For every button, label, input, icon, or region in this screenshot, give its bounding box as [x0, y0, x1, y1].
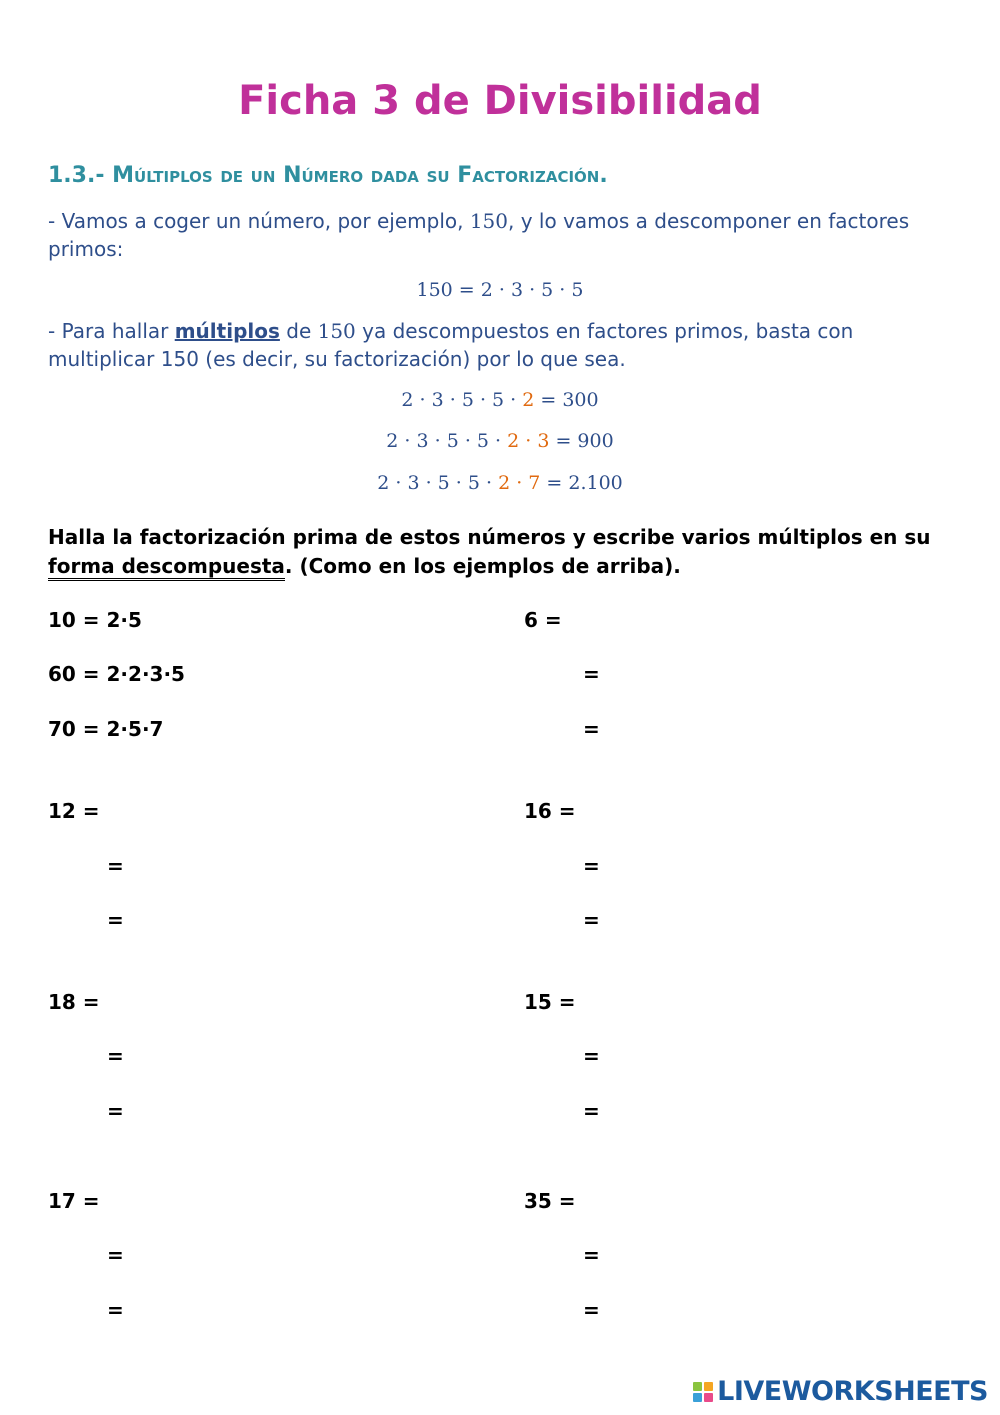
task-instructions — [48, 523, 948, 581]
example-result: = 300 — [534, 389, 599, 411]
exercise-main[interactable]: 35 = — [524, 1189, 576, 1213]
exercise-line[interactable]: = — [583, 908, 600, 932]
example-equation — [0, 430, 1000, 452]
logo-text: LIVEWORKSHEETS — [717, 1376, 988, 1407]
exercise-main[interactable]: 6 = — [524, 608, 562, 632]
section-number: 1.3.- — [48, 163, 113, 188]
exercise-main[interactable]: 16 = — [524, 799, 576, 823]
multiples-number: 150 — [317, 319, 356, 343]
multiples-text-end: ya descompuestos en factores primos, basta con multiplicar 150 (es decir, su factorización) por lo que sea. — [48, 319, 854, 371]
logo-square — [693, 1382, 702, 1391]
exercise-line[interactable]: = — [583, 1298, 600, 1322]
intro-paragraph — [48, 207, 928, 263]
intro-text-end: , y lo vamos a descomponer en factores primos: — [48, 209, 910, 261]
intro-text: - Vamos a coger un número, por ejemplo, — [48, 209, 470, 233]
exercise-line[interactable]: = — [107, 908, 124, 932]
exercise-line[interactable]: = — [583, 1044, 600, 1068]
example-base: 2 · 3 · 5 · 5 · — [377, 472, 499, 494]
exercise-main[interactable]: 12 = — [48, 799, 100, 823]
exercise-line[interactable]: = — [583, 717, 600, 741]
exercise-line[interactable]: = — [583, 1243, 600, 1267]
liveworksheets-logo[interactable] — [693, 1376, 988, 1407]
exercise-line[interactable]: = — [583, 854, 600, 878]
exercise-line[interactable]: = — [107, 1099, 124, 1123]
example-extra: 2 — [522, 389, 535, 411]
exercise-line[interactable]: = — [583, 1099, 600, 1123]
section-heading — [48, 163, 608, 188]
multiples-paragraph — [48, 317, 928, 373]
task-text: Halla la factorización prima de estos números y escribe varios múltiplos en su — [48, 525, 931, 549]
multiples-text-mid: de — [279, 319, 318, 343]
page-title: Ficha 3 de Divisibilidad — [238, 78, 762, 124]
logo-grid-icon — [693, 1382, 713, 1402]
exercise-main[interactable]: 15 = — [524, 990, 576, 1014]
exercise-main[interactable]: 17 = — [48, 1189, 100, 1213]
factorization-equation: 150 = 2 · 3 · 5 · 5 — [416, 279, 584, 301]
exercise-line[interactable]: = — [107, 1243, 124, 1267]
task-underlined: forma descompuesta — [48, 554, 285, 581]
exercise-line[interactable]: = — [583, 662, 600, 686]
exercise-line[interactable]: = — [107, 854, 124, 878]
example-base: 2 · 3 · 5 · 5 · — [401, 389, 523, 411]
exercise-line[interactable]: = — [107, 1298, 124, 1322]
exercise-line[interactable]: 70 = 2·5·7 — [48, 717, 164, 741]
example-equation — [0, 472, 1000, 494]
example-result: = 2.100 — [540, 472, 623, 494]
example-result: = 900 — [549, 430, 614, 452]
logo-square — [704, 1393, 713, 1402]
exercise-line[interactable]: = — [107, 1044, 124, 1068]
logo-square — [693, 1393, 702, 1402]
section-title: Múltiplos de un Número dada su Factorización. — [112, 163, 608, 188]
intro-number: 150 — [469, 209, 509, 233]
example-extra: 2 · 7 — [498, 472, 541, 494]
exercise-line[interactable]: 60 = 2·2·3·5 — [48, 662, 185, 686]
multiples-text: - Para hallar — [48, 319, 175, 343]
exercise-main[interactable]: 10 = 2·5 — [48, 608, 142, 632]
example-equation — [0, 389, 1000, 411]
logo-square — [704, 1382, 713, 1391]
multiples-keyword: múltiplos — [174, 319, 280, 343]
task-text-end: . (Como en los ejemplos de arriba). — [284, 554, 681, 578]
exercise-main[interactable]: 18 = — [48, 990, 100, 1014]
example-base: 2 · 3 · 5 · 5 · — [386, 430, 508, 452]
example-extra: 2 · 3 — [507, 430, 550, 452]
